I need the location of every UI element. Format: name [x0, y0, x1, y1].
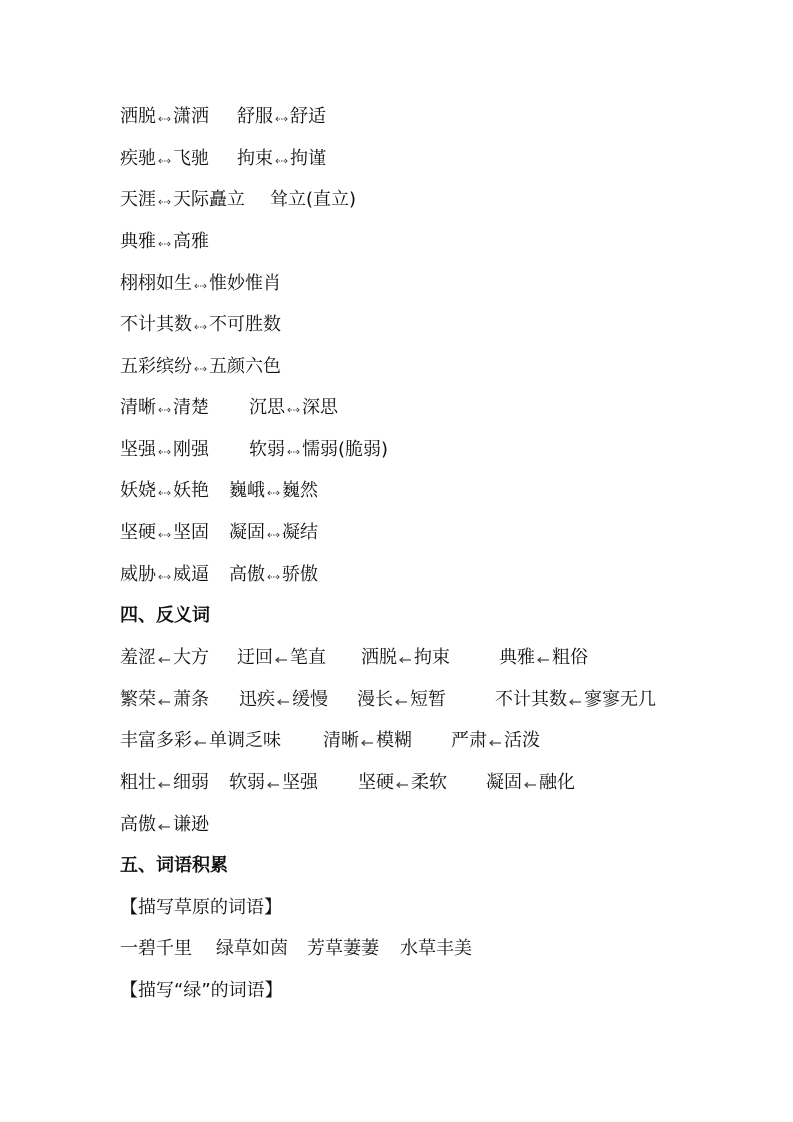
word: 深思 — [302, 397, 338, 418]
word: 不可胜数 — [209, 314, 281, 335]
double-arrow-icon — [286, 447, 301, 457]
word: 丰富多彩 — [120, 730, 192, 751]
word: 坚硬 — [358, 772, 394, 793]
double-arrow-icon — [157, 572, 172, 582]
word-pair — [120, 311, 281, 339]
word-pair — [229, 561, 318, 589]
double-arrow-icon — [157, 114, 172, 124]
double-arrow-icon — [157, 156, 172, 166]
word-pair — [451, 727, 540, 755]
word: 疾驰 — [120, 148, 156, 169]
word: 凝结 — [282, 522, 318, 543]
word-pair — [486, 769, 575, 797]
word: 高雅 — [173, 231, 209, 252]
word: 清楚 — [173, 397, 209, 418]
word: 潇洒 — [173, 106, 209, 127]
word: 迅疾 — [239, 689, 275, 710]
section-heading-antonyms: 四、反义词 — [120, 605, 210, 626]
double-arrow-icon — [266, 572, 281, 582]
word: 粗俗 — [552, 647, 588, 668]
left-arrow-icon — [360, 738, 375, 748]
word-pair — [361, 644, 450, 672]
word: 威胁 — [120, 564, 156, 585]
word: 飞驰 — [173, 148, 209, 169]
word: 缓慢 — [292, 689, 328, 710]
word: 笔直 — [290, 647, 326, 668]
word: 坚固 — [173, 522, 209, 543]
word: 一碧千里 — [120, 938, 192, 959]
left-arrow-icon — [488, 738, 503, 748]
word: 威逼 — [173, 564, 209, 585]
word: 典雅 — [120, 231, 156, 252]
word: 短暂 — [410, 689, 446, 710]
word-pair — [120, 644, 209, 672]
word-pair — [120, 228, 209, 256]
word-pair — [120, 394, 209, 422]
word: 高傲 — [229, 564, 265, 585]
double-arrow-icon — [266, 488, 281, 498]
word: 五彩缤纷 — [120, 356, 192, 377]
left-arrow-icon — [157, 697, 172, 707]
word: 拘束 — [237, 148, 273, 169]
left-arrow-icon — [276, 697, 291, 707]
word: 妖娆 — [120, 480, 156, 501]
word: 粗壮 — [120, 772, 156, 793]
word: 芳草萋萋 — [307, 938, 379, 959]
word: 迂回 — [237, 647, 273, 668]
word: 绿草如茵 — [216, 938, 288, 959]
word: 刚强 — [173, 439, 209, 460]
subheading-grassland: 【描写草原的词语】 — [120, 897, 282, 918]
left-arrow-icon — [193, 738, 208, 748]
word: 凝固 — [229, 522, 265, 543]
double-arrow-icon — [274, 156, 289, 166]
word: 妖艳 — [173, 480, 209, 501]
word: 不计其数 — [120, 314, 192, 335]
left-arrow-icon — [394, 697, 409, 707]
word: 耸立(直立) — [270, 189, 357, 210]
word: 萧条 — [173, 689, 209, 710]
word-pair — [323, 727, 412, 755]
word-pair — [237, 145, 326, 173]
word: 柔软 — [411, 772, 447, 793]
word: 坚硬 — [120, 522, 156, 543]
word: 拘束 — [414, 647, 450, 668]
double-arrow-icon — [193, 322, 208, 332]
word-pair — [357, 686, 446, 714]
subheading-green: 【描写“绿”的词语】 — [120, 980, 283, 1001]
word: 高傲 — [120, 814, 156, 835]
left-arrow-icon — [274, 655, 289, 665]
word: 漫长 — [357, 689, 393, 710]
word: 五颜六色 — [209, 356, 281, 377]
word: 沉思 — [249, 397, 285, 418]
word-pair — [120, 686, 209, 714]
word-pair — [120, 145, 209, 173]
word: 拘谨 — [290, 148, 326, 169]
double-arrow-icon — [157, 405, 172, 415]
word: 不计其数 — [495, 689, 567, 710]
double-arrow-icon — [286, 405, 301, 415]
word-pair — [499, 644, 588, 672]
word: 融化 — [539, 772, 575, 793]
word: 活泼 — [504, 730, 540, 751]
left-arrow-icon — [266, 780, 281, 790]
word-pair — [229, 477, 318, 505]
word: 天涯 — [120, 189, 156, 210]
word-pair — [237, 103, 326, 131]
word: 舒服 — [237, 106, 273, 127]
word: 懦弱(脆弱) — [302, 439, 389, 460]
left-arrow-icon — [568, 697, 583, 707]
word-pair — [358, 769, 447, 797]
double-arrow-icon — [266, 530, 281, 540]
word: 清晰 — [323, 730, 359, 751]
word: 洒脱 — [120, 106, 156, 127]
word-pair — [120, 270, 281, 298]
word: 模糊 — [376, 730, 412, 751]
section-heading-accumulation: 五、词语积累 — [120, 855, 228, 876]
word: 巍然 — [282, 480, 318, 501]
word-pair — [120, 519, 209, 547]
left-arrow-icon — [536, 655, 551, 665]
word: 天际矗立 — [173, 189, 245, 210]
word: 羞涩 — [120, 647, 156, 668]
word: 繁荣 — [120, 689, 156, 710]
word-pair — [239, 686, 328, 714]
word: 软弱 — [249, 439, 285, 460]
word: 洒脱 — [361, 647, 397, 668]
word: 坚强 — [282, 772, 318, 793]
word-pair — [120, 811, 209, 839]
double-arrow-icon — [193, 281, 208, 291]
word: 软弱 — [229, 772, 265, 793]
word: 严肃 — [451, 730, 487, 751]
word: 水草丰美 — [400, 938, 472, 959]
word-pair — [249, 394, 338, 422]
word-pair — [120, 561, 209, 589]
double-arrow-icon — [157, 488, 172, 498]
word-pair — [120, 477, 209, 505]
word-pair — [120, 769, 209, 797]
word: 典雅 — [499, 647, 535, 668]
left-arrow-icon — [157, 780, 172, 790]
word-pair — [120, 436, 209, 464]
word: 栩栩如生 — [120, 273, 192, 294]
left-arrow-icon — [395, 780, 410, 790]
word-pair — [120, 186, 245, 214]
word-pair — [237, 644, 326, 672]
word: 大方 — [173, 647, 209, 668]
word-pair — [495, 686, 656, 714]
double-arrow-icon — [193, 364, 208, 374]
word-pair — [120, 353, 281, 381]
word-pair — [120, 103, 209, 131]
word: 惟妙惟肖 — [209, 273, 281, 294]
word: 细弱 — [173, 772, 209, 793]
word-pair — [229, 519, 318, 547]
left-arrow-icon — [523, 780, 538, 790]
word-pair — [120, 727, 281, 755]
word: 舒适 — [290, 106, 326, 127]
word-pair — [229, 769, 318, 797]
double-arrow-icon — [157, 239, 172, 249]
word: 单调乏味 — [209, 730, 281, 751]
word: 巍峨 — [229, 480, 265, 501]
word-pair — [249, 436, 388, 464]
double-arrow-icon — [157, 197, 172, 207]
word: 坚强 — [120, 439, 156, 460]
double-arrow-icon — [157, 530, 172, 540]
word: 骄傲 — [282, 564, 318, 585]
word-pair — [270, 186, 356, 214]
double-arrow-icon — [274, 114, 289, 124]
word: 凝固 — [486, 772, 522, 793]
double-arrow-icon — [157, 447, 172, 457]
left-arrow-icon — [157, 655, 172, 665]
word: 谦逊 — [173, 814, 209, 835]
word: 寥寥无几 — [584, 689, 656, 710]
left-arrow-icon — [157, 822, 172, 832]
word: 清晰 — [120, 397, 156, 418]
left-arrow-icon — [398, 655, 413, 665]
